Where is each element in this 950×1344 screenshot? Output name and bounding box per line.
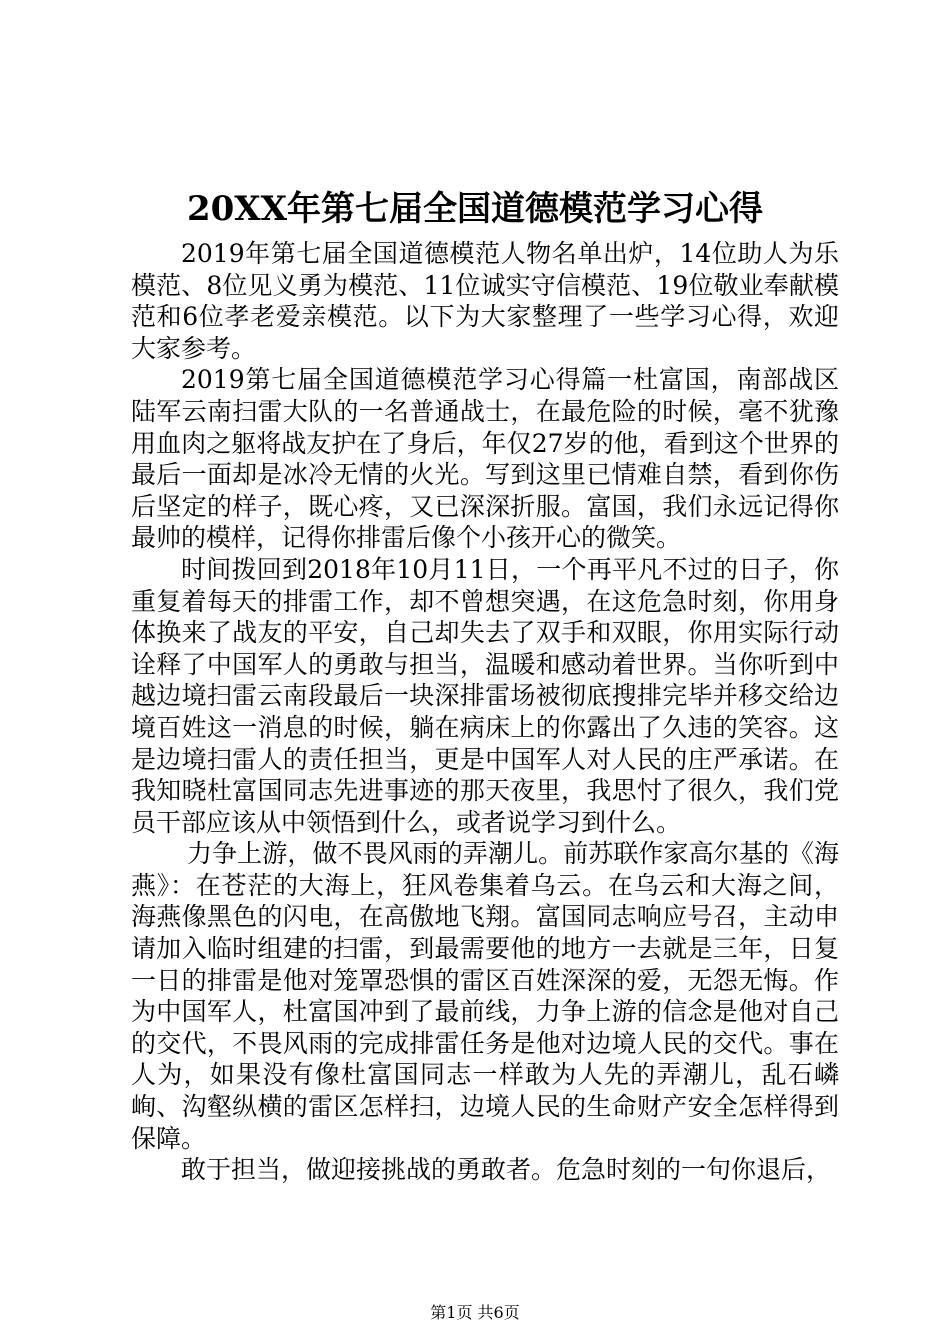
paragraph: 2019第七届全国道德模范学习心得篇一杜富国，南部战区陆军云南扫雷大队的一名普通战士，在最危险的时候，毫不犹豫用血肉之躯将战友护在了身后，年仅27岁的他，看到这个世界的最后一面却是冰冷无情的火光。写到这里已情难自禁，看到你伤后坚定的样子，既心疼，又已深深折服。富国，我们永远记得你最帅的模样，记得你排雷后像个小孩开心的微笑。	[131, 365, 839, 553]
paragraph: 2019年第七届全国道德模范人物名单出炉，14位助人为乐模范、8位见义勇为模范、11位诚实守信模范、19位敬业奉献模范和6位孝老爱亲模范。以下为大家整理了一些学习心得，欢迎大家参考。	[131, 239, 839, 363]
paragraph: 力争上游，做不畏风雨的弄潮儿。前苏联作家高尔基的《海燕》：在苍茫的大海上，狂风卷集着乌云。在乌云和大海之间，海燕像黑色的闪电，在高傲地飞翔。富国同志响应号召，主动申请加入临时组建的扫雷，到最需要他的地方一去就是三年，日复一日的排雷是他对笼罩恐惧的雷区百姓深深的爱，无怨无悔。作为中国军人，杜富国冲到了最前线，力争上游的信念是他对自己的交代，不畏风雨的完成排雷任务是他对边境人民的交代。事在人为，如果没有像杜富国同志一样敢为人先的弄潮儿，乱石嶙峋、沟壑纵横的雷区怎样扫，边境人民的生命财产安全怎样得到保障。	[131, 839, 839, 1153]
document-body	[131, 238, 839, 1186]
page-number-footer: 第1页 共6页	[430, 1303, 520, 1322]
paragraph: 敢于担当，做迎接挑战的勇敢者。危急时刻的一句你退后，	[181, 1155, 832, 1185]
paragraph: 时间拨回到2018年10月11日，一个再平凡不过的日子，你重复着每天的排雷工作，却不曾想突遇，在这危急时刻，你用身体换来了战友的平安，自己却失去了双手和双眼，你用实际行动诠释了中国军人的勇敢与担当，温暖和感动着世界。当你听到中越边境扫雷云南段最后一块深排雷场被彻底搜排完毕并移交给边境百姓这一消息的时候，躺在病床上的你露出了久违的笑容。这是边境扫雷人的责任担当，更是中国军人对人民的庄严承诺。在我知晓杜富国同志先进事迹的那天夜里，我思忖了很久，我们党员干部应该从中领悟到什么，或者说学习到什么。	[131, 554, 839, 837]
document-title: 20XX年第七届全国道德模范学习心得	[186, 189, 764, 229]
